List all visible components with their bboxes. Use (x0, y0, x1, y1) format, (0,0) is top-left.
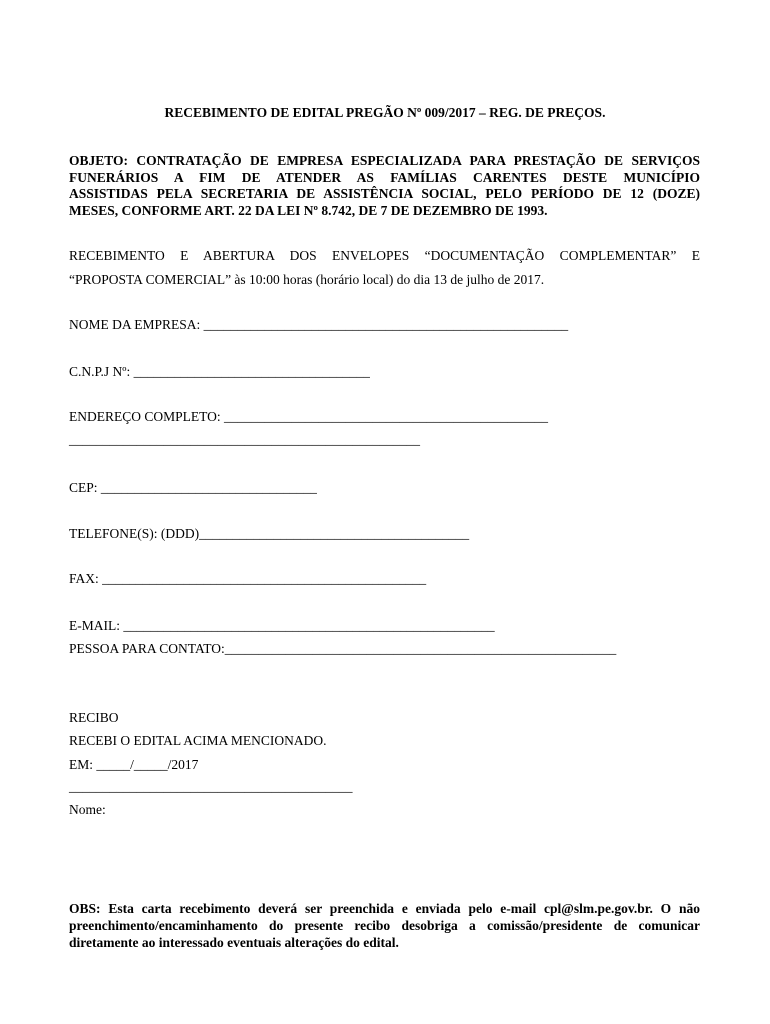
obs-line-2: preenchimento/encaminhamento do presente recibo desobriga a comissão/presidente de comunicar (69, 918, 700, 933)
contato-field[interactable]: PESSOA PARA CONTATO:__________________________________________________________ (69, 641, 617, 656)
telefone-field[interactable]: TELEFONE(S): (DDD)________________________________________ (69, 526, 470, 541)
email-field[interactable]: E-MAIL: _______________________________________________________ (69, 618, 495, 633)
endereco-field[interactable]: ENDEREÇO COMPLETO: ________________________________________________ (69, 409, 549, 424)
recibo-text: RECEBI O EDITAL ACIMA MENCIONADO. (69, 733, 327, 748)
objeto-line-3: ASSISTIDAS PELA SECRETARIA DE ASSISTÊNCIA SOCIAL, PELO PERÍODO DE 12 (DOZE) (69, 186, 700, 201)
recebimento-line-1: RECEBIMENTO E ABERTURA DOS ENVELOPES “DOCUMENTAÇÃO COMPLEMENTAR” E (69, 248, 700, 263)
empresa-field[interactable]: NOME DA EMPRESA: ______________________________________________________ (69, 317, 569, 332)
obs-line-3: diretamente ao interessado eventuais alterações do edital. (69, 935, 399, 950)
objeto-line-4: MESES, CONFORME ART. 22 DA LEI Nº 8.742, DE 7 DE DEZEMBRO DE 1993. (69, 203, 548, 218)
recibo-date-field[interactable]: EM: _____/_____/2017 (69, 757, 199, 772)
cnpj-field[interactable]: C.N.P.J Nº: ___________________________________ (69, 364, 370, 379)
recibo-name-label: Nome: (69, 802, 106, 817)
endereco-field-continuation[interactable]: ____________________________________________________ (69, 432, 420, 447)
obs-line-1: OBS: Esta carta recebimento deverá ser preenchida e enviada pelo e-mail cpl@slm.pe.gov.br. O não (69, 901, 700, 916)
document-title: RECEBIMENTO DE EDITAL PREGÃO Nº 009/2017 – REG. DE PREÇOS. (164, 105, 606, 120)
recibo-heading: RECIBO (69, 710, 119, 725)
objeto-line-1: OBJETO: CONTRATAÇÃO DE EMPRESA ESPECIALIZADA PARA PRESTAÇÃO DE SERVIÇOS (69, 153, 700, 168)
signature-line[interactable]: __________________________________________ (69, 779, 353, 794)
recebimento-line-2: “PROPOSTA COMERCIAL” às 10:00 horas (horário local) do dia 13 de julho de 2017. (69, 272, 545, 287)
fax-field[interactable]: FAX: ________________________________________________ (69, 571, 427, 586)
objeto-line-2: FUNERÁRIOS A FIM DE ATENDER AS FAMÍLIAS CARENTES DESTE MUNICÍPIO (69, 170, 700, 185)
cep-field[interactable]: CEP: ________________________________ (69, 480, 317, 495)
